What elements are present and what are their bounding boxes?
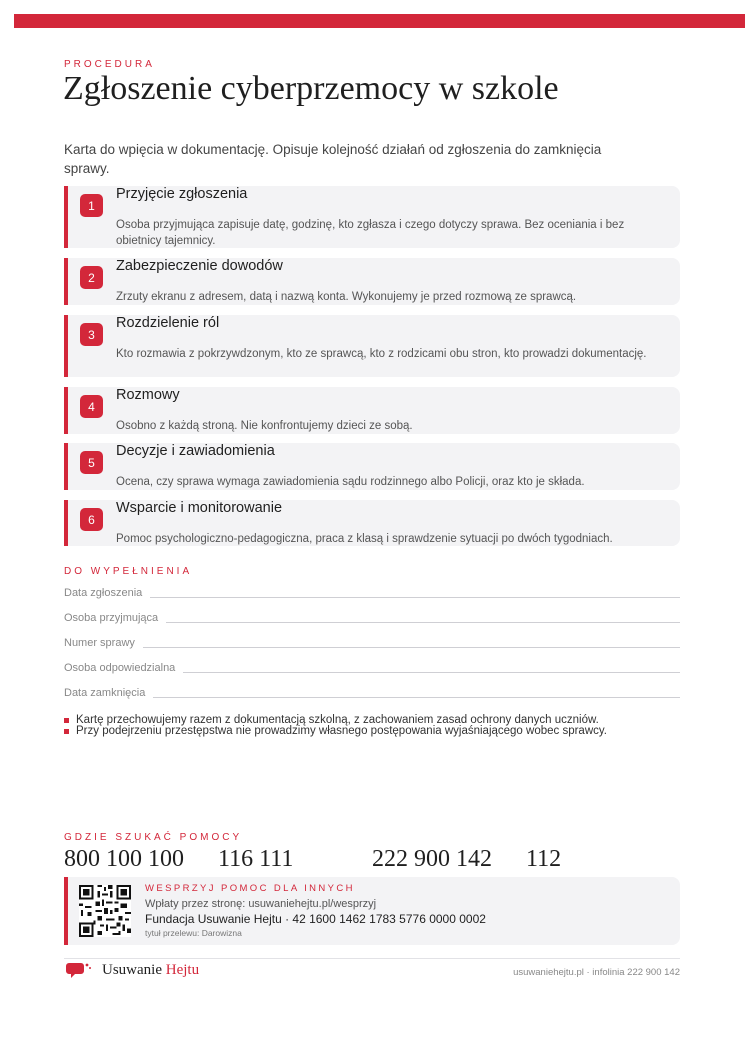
step-number-badge: 2 (80, 266, 103, 289)
step-title: Decyzje i zawiadomienia (116, 443, 275, 459)
speech-bubble-logo-icon (66, 960, 94, 980)
step-number-badge: 1 (80, 194, 103, 217)
step-title: Rozdzielenie ról (116, 315, 220, 331)
support-heading: WESPRZYJ POMOC DLA INNYCH (145, 883, 355, 894)
step-number-badge: 5 (80, 451, 103, 474)
help-heading: GDZIE SZUKAĆ POMOCY (64, 832, 243, 843)
note-item: Przy podejrzeniu przestępstwa nie prowadzimy własnego postępowania wyjaśniającego wobec sprawcy. (64, 726, 680, 737)
step-card (64, 500, 680, 546)
step-card (64, 443, 680, 490)
helpline-number[interactable]: 116 111 (218, 846, 294, 872)
donation-link-text[interactable]: Wpłaty przez stronę: usuwaniehejtu.pl/wesprzyj (145, 898, 377, 910)
step-number-badge: 4 (80, 395, 103, 418)
qr-code-icon[interactable] (79, 885, 131, 937)
step-description: Osobno z każdą stroną. Nie konfrontujemy dzieci ze sobą. (116, 420, 413, 432)
helpline-numbers (0, 846, 745, 876)
fill-line[interactable] (183, 672, 680, 673)
step-number-badge: 6 (80, 508, 103, 531)
field-numer-sprawy[interactable] (64, 635, 680, 649)
step-description: Kto rozmawia z pokrzywdzonym, kto ze sprawcą, kto z rodzicami obu stron, kto prowadzi dokumentację. (116, 348, 647, 360)
field-data-zgloszenia[interactable] (64, 585, 680, 599)
helpline-number[interactable]: 800 100 100 (64, 846, 184, 872)
brand-logo[interactable] (66, 960, 199, 980)
fill-line[interactable] (153, 697, 680, 698)
field-data-zamkniecia[interactable] (64, 685, 680, 699)
fill-line[interactable] (143, 647, 680, 648)
intro-text: Karta do wpięcia w dokumentację. Opisuje kolejność działań od zgłoszenia do zamknięcia sprawy. (64, 142, 602, 176)
step-title: Rozmowy (116, 387, 180, 403)
field-label: Data zgłoszenia (64, 587, 143, 599)
section-eyebrow: PROCEDURA (64, 59, 155, 70)
step-card (64, 315, 680, 377)
footer-divider (64, 958, 680, 959)
brand-name-main: Usuwanie (102, 961, 162, 978)
field-label: Data zamknięcia (64, 687, 146, 699)
field-osoba-odpowiedzialna[interactable] (64, 660, 680, 674)
step-card (64, 387, 680, 434)
step-title: Przyjęcie zgłoszenia (116, 186, 248, 202)
top-accent-bar (14, 14, 745, 28)
form-heading: DO WYPEŁNIENIA (64, 566, 193, 577)
step-card (64, 258, 680, 305)
step-description: Pomoc psychologiczno-pedagogiczna, praca z klasą i sprawdzenie sytuacji po dwóch tygodniach. (116, 533, 613, 545)
field-label: Osoba przyjmująca (64, 612, 159, 624)
notes-list (64, 715, 680, 737)
brand-name-accent: Hejtu (165, 961, 200, 978)
bank-account-text: Fundacja Usuwanie Hejtu · 42 1600 1462 1783 5776 0000 0002 (145, 912, 486, 926)
brand-name (102, 962, 199, 979)
note-item: Kartę przechowujemy razem z dokumentacją szkolną, z zachowaniem zasad ochrony danych uczniów. (64, 715, 680, 726)
footer-contact: usuwaniehejtu.pl · infolinia 222 900 142 (513, 967, 680, 978)
step-description: Osoba przyjmująca zapisuje datę, godzinę, kto zgłasza i czego dotyczy sprawa. Bez oceniania i bez obietnicy tajemnicy. (116, 219, 625, 247)
step-number-badge: 3 (80, 323, 103, 346)
page-title: Zgłoszenie cyberprzemocy w szkole (63, 70, 559, 107)
step-description: Zrzuty ekranu z adresem, datą i nazwą konta. Wykonujemy je przed rozmową ze sprawcą. (116, 291, 577, 303)
transfer-title-text: tytuł przelewu: Darowizna (145, 928, 242, 938)
field-label: Numer sprawy (64, 637, 135, 649)
step-card (64, 186, 680, 248)
helpline-number[interactable]: 112 (526, 846, 562, 872)
field-label: Osoba odpowiedzialna (64, 662, 176, 674)
step-description: Ocena, czy sprawa wymaga zawiadomienia sądu rodzinnego albo Policji, oraz kto je składa. (116, 476, 585, 488)
step-title: Wsparcie i monitorowanie (116, 500, 283, 516)
step-title: Zabezpieczenie dowodów (116, 258, 283, 274)
helpline-number[interactable]: 222 900 142 (372, 846, 492, 872)
fill-line[interactable] (166, 622, 680, 623)
fill-line[interactable] (150, 597, 680, 598)
support-box (64, 877, 680, 945)
field-osoba-przyjmujaca[interactable] (64, 610, 680, 624)
